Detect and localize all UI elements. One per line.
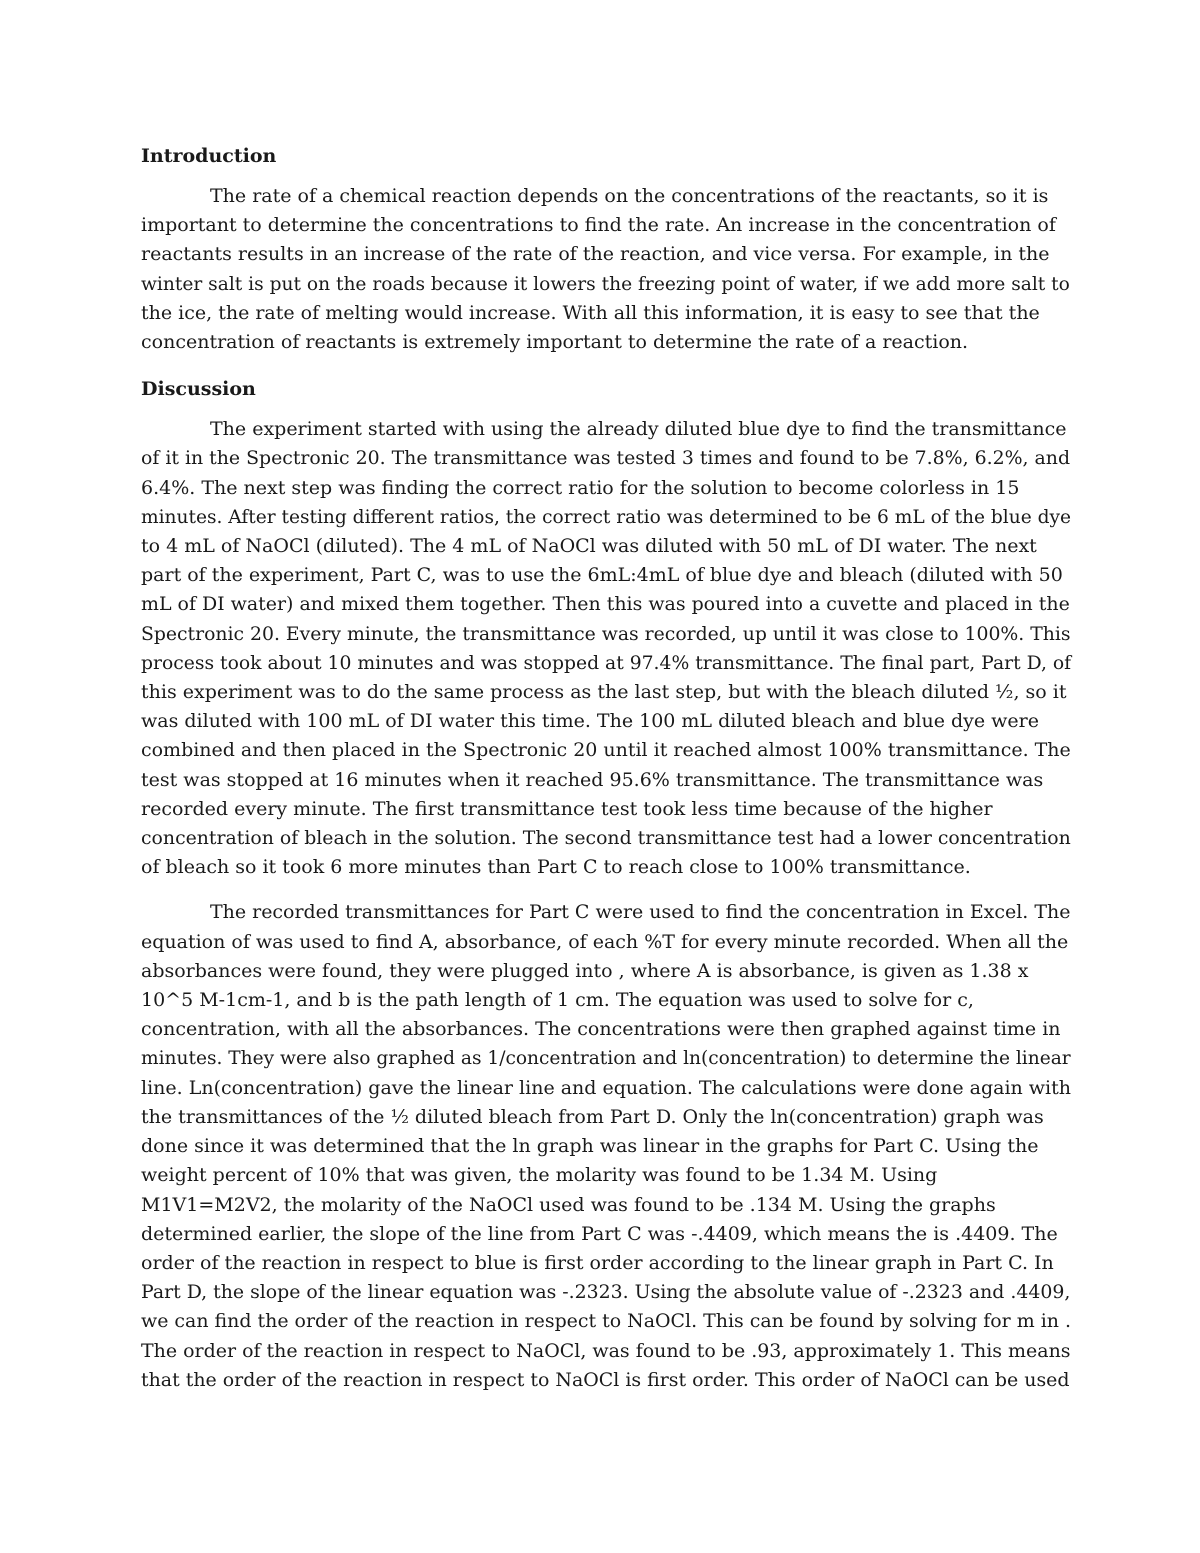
text-line: test was stopped at 16 minutes when it reached 95.6% transmittance. The transmittance was (141, 768, 1044, 791)
text-line: the transmittances of the ½ diluted bleach from Part D. Only the ln(concentration) graph was (141, 1105, 1044, 1128)
text-line: we can find the order of the reaction in respect to NaOCl. This can be found by solving for m in . (141, 1310, 1072, 1333)
text-line: equation of was used to find A, absorbance, of each %T for every minute recorded. When all the (141, 930, 1069, 953)
text-line: minutes. After testing different ratios, the correct ratio was determined to be 6 mL of the blue dye (141, 506, 1071, 528)
text-line: this experiment was to do the same process as the last step, but with the bleach diluted ½, so it (141, 681, 1067, 704)
text-line: minutes. They were also graphed as 1/concentration and ln(concentration) to determine the linear (141, 1048, 1071, 1070)
discussion-paragraph-2 (141, 898, 1071, 1394)
text-line: reactants results in an increase of the rate of the reaction, and vice versa. For example, in the (141, 243, 1050, 266)
text-line: to 4 mL of NaOCl (diluted). The 4 mL of NaOCl was diluted with 50 mL of DI water. The next (141, 535, 1037, 558)
introduction-heading: Introduction (141, 145, 277, 167)
text-line: The recorded transmittances for Part C were used to find the concentration in Excel. The (210, 901, 1071, 924)
text-line: recorded every minute. The first transmittance test took less time because of the higher (141, 797, 993, 820)
text-line: concentration, with all the absorbances. The concentrations were then graphed against time in (141, 1018, 1061, 1041)
text-line: Part D, the slope of the linear equation was -.2323. Using the absolute value of -.2323 and .4409, (141, 1281, 1071, 1304)
text-line: of bleach so it took 6 more minutes than Part C to reach close to 100% transmittance. (141, 856, 971, 879)
text-line: absorbances were found, they were plugged into , where A is absorbance, is given as 1.38 x (141, 959, 1029, 982)
text-line: concentration of reactants is extremely important to determine the rate of a reaction. (141, 331, 969, 354)
text-line: important to determine the concentrations to find the rate. An increase in the concentration of (141, 214, 1056, 237)
text-line: winter salt is put on the roads because it lowers the freezing point of water, if we add more salt to (141, 273, 1070, 295)
text-line: The order of the reaction in respect to NaOCl, was found to be .93, approximately 1. This means (141, 1339, 1071, 1362)
text-line: concentration of bleach in the solution. The second transmittance test had a lower concentration (141, 827, 1071, 850)
text-line: determined earlier, the slope of the line from Part C was -.4409, which means the is .4409. The (141, 1222, 1058, 1245)
discussion-heading: Discussion (141, 378, 256, 401)
text-line: The rate of a chemical reaction depends on the concentrations of the reactants, so it is (210, 185, 1049, 207)
text-line: The experiment started with using the already diluted blue dye to find the transmittance (210, 418, 1067, 441)
text-line: the ice, the rate of melting would increase. With all this information, it is easy to see that the (141, 301, 1040, 324)
text-line: line. Ln(concentration) gave the linear line and equation. The calculations were done again with (141, 1076, 1072, 1099)
text-line: of it in the Spectronic 20. The transmittance was tested 3 times and found to be 7.8%, 6.2%, and (141, 447, 1071, 470)
text-line: combined and then placed in the Spectronic 20 until it reached almost 100% transmittance. The (141, 739, 1071, 762)
text-line: part of the experiment, Part C, was to use the 6mL:4mL of blue dye and bleach (diluted with 50 (141, 564, 1063, 587)
document-body (141, 140, 1071, 1411)
text-line: Spectronic 20. Every minute, the transmittance was recorded, up until it was close to 100%. This (141, 623, 1071, 645)
text-line: done since it was determined that the ln graph was linear in the graphs for Part C. Using the (141, 1135, 1039, 1158)
introduction-paragraph (141, 182, 1071, 357)
text-line: M1V1=M2V2, the molarity of the NaOCl used was found to be .134 M. Using the graphs (141, 1193, 996, 1216)
text-line: 6.4%. The next step was finding the correct ratio for the solution to become colorless in 15 (141, 476, 1020, 499)
text-line: mL of DI water) and mixed them together. Then this was poured into a cuvette and placed in the (141, 593, 1070, 616)
text-line: 10^5 M-1cm-1, and b is the path length of 1 cm. The equation was used to solve for c, (141, 989, 974, 1012)
text-line: order of the reaction in respect to blue is first order according to the linear graph in Part C. In (141, 1251, 1054, 1274)
text-line: was diluted with 100 mL of DI water this time. The 100 mL diluted bleach and blue dye were (141, 710, 1039, 733)
text-line: that the order of the reaction in respect to NaOCl is first order. This order of NaOCl can be used (141, 1368, 1070, 1391)
text-line: process took about 10 minutes and was stopped at 97.4% transmittance. The final part, Part D, of (141, 652, 1072, 674)
discussion-paragraph-1 (141, 415, 1071, 882)
text-line: weight percent of 10% that was given, the molarity was found to be 1.34 M. Using (141, 1164, 938, 1187)
